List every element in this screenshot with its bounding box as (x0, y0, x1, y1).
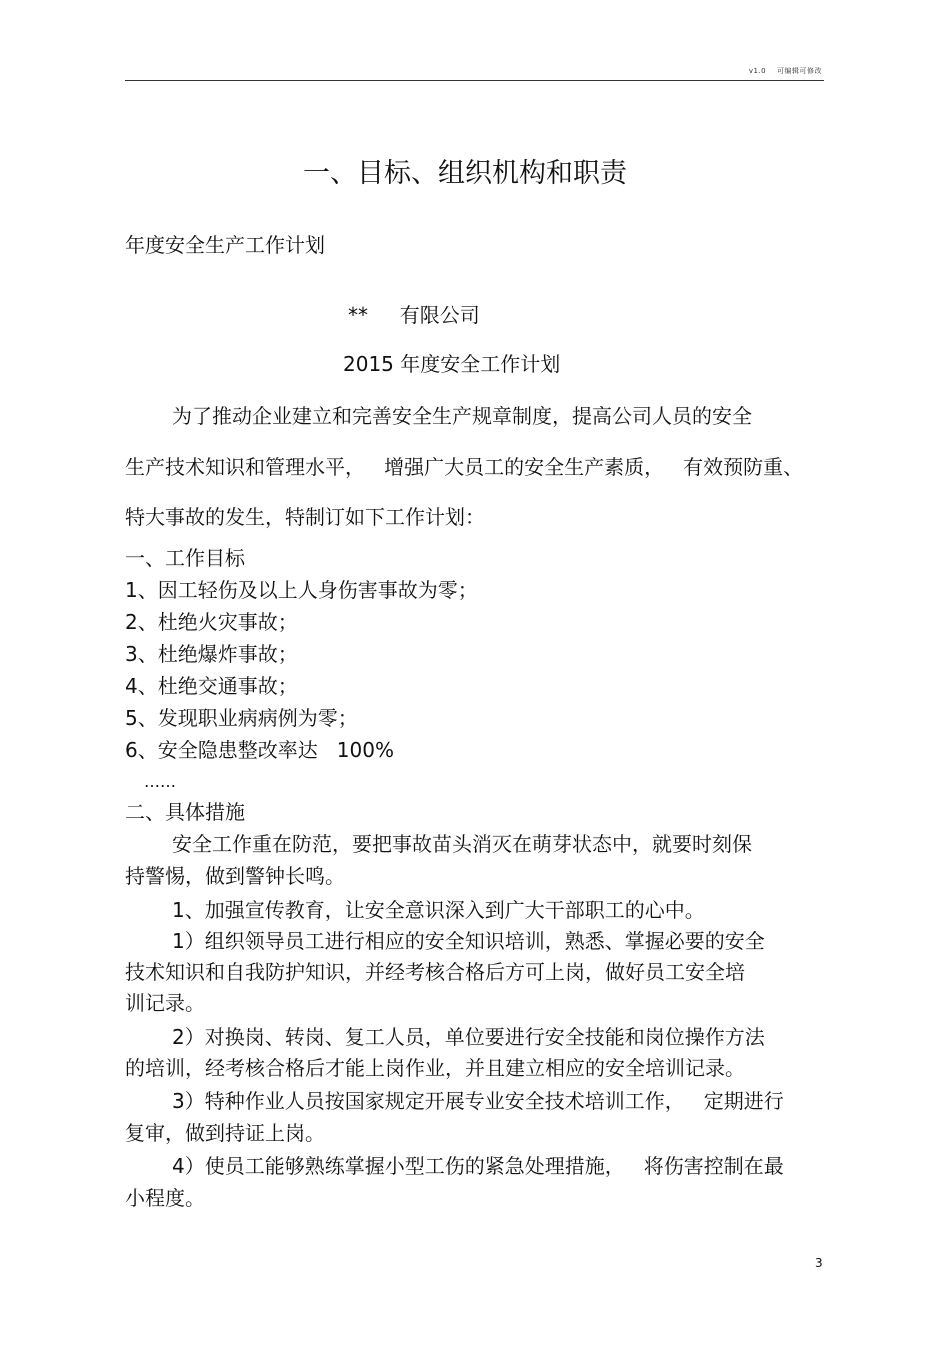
header-version: v1.0 (748, 67, 767, 75)
paragraph-line: 小程度。 (125, 1186, 205, 1210)
paragraph-line: 技术知识和自我防护知识，并经考核合格后方可上岗，做好员工安全培 (125, 960, 745, 984)
goal-item: 3、杜绝爆炸事故； (125, 642, 298, 666)
plan-title: 2015 年度安全工作计划 (343, 352, 561, 376)
paragraph-line: 1、加强宣传教育，让安全意识深入到广大干部职工的心中。 (172, 898, 705, 922)
paragraph-line: 为了推动企业建立和完善安全生产规章制度，提高公司人员的安全 (172, 404, 752, 428)
goal-item: 2、杜绝火灾事故； (125, 610, 298, 634)
header-editable-note: 可编辑可修改 (777, 67, 822, 75)
paragraph-line: 复审，做到持证上岗。 (125, 1121, 325, 1145)
goal-item: 6、安全隐患整改率达 100% (125, 738, 394, 762)
company-name: ** 有限公司 (348, 303, 480, 327)
paragraph-line: 的培训，经考核合格后才能上岗作业，并且建立相应的安全培训记录。 (125, 1056, 745, 1080)
section-heading: 一、工作目标 (125, 546, 245, 570)
page-header (749, 66, 822, 76)
page-number: 3 (815, 1256, 823, 1270)
paragraph-line: 安全工作重在防范，要把事故苗头消灭在萌芽状态中，就要时刻保 (172, 832, 752, 856)
section-heading: 二、具体措施 (125, 800, 245, 824)
paragraph-line: 1）组织领导员工进行相应的安全知识培训，熟悉、掌握必要的安全 (172, 929, 765, 953)
paragraph-line: 训记录。 (125, 991, 205, 1015)
paragraph-line: 2）对换岗、转岗、复工人员，单位要进行安全技能和岗位操作方法 (172, 1025, 765, 1049)
paragraph-line: 3）特种作业人员按国家规定开展专业安全技术培训工作， 定期进行 (172, 1089, 784, 1113)
goal-item: 5、发现职业病病例为零； (125, 706, 358, 730)
paragraph-line: 特大事故的发生，特制订如下工作计划： (125, 505, 485, 529)
header-rule (125, 80, 824, 81)
goal-item: 4、杜绝交通事故； (125, 674, 298, 698)
paragraph-line: 4）使员工能够熟练掌握小型工伤的紧急处理措施， 将伤害控制在最 (172, 1154, 784, 1178)
paragraph-line: 持警惕，做到警钟长鸣。 (125, 864, 345, 888)
paragraph-line: 生产技术知识和管理水平， 增强广大员工的安全生产素质， 有效预防重、 (125, 455, 804, 479)
document-title: 一、目标、组织机构和职责 (303, 158, 627, 189)
ellipsis: …… (144, 772, 176, 791)
goal-item: 1、因工轻伤及以上人身伤害事故为零； (125, 578, 478, 602)
document-name: 年度安全生产工作计划 (125, 233, 325, 257)
